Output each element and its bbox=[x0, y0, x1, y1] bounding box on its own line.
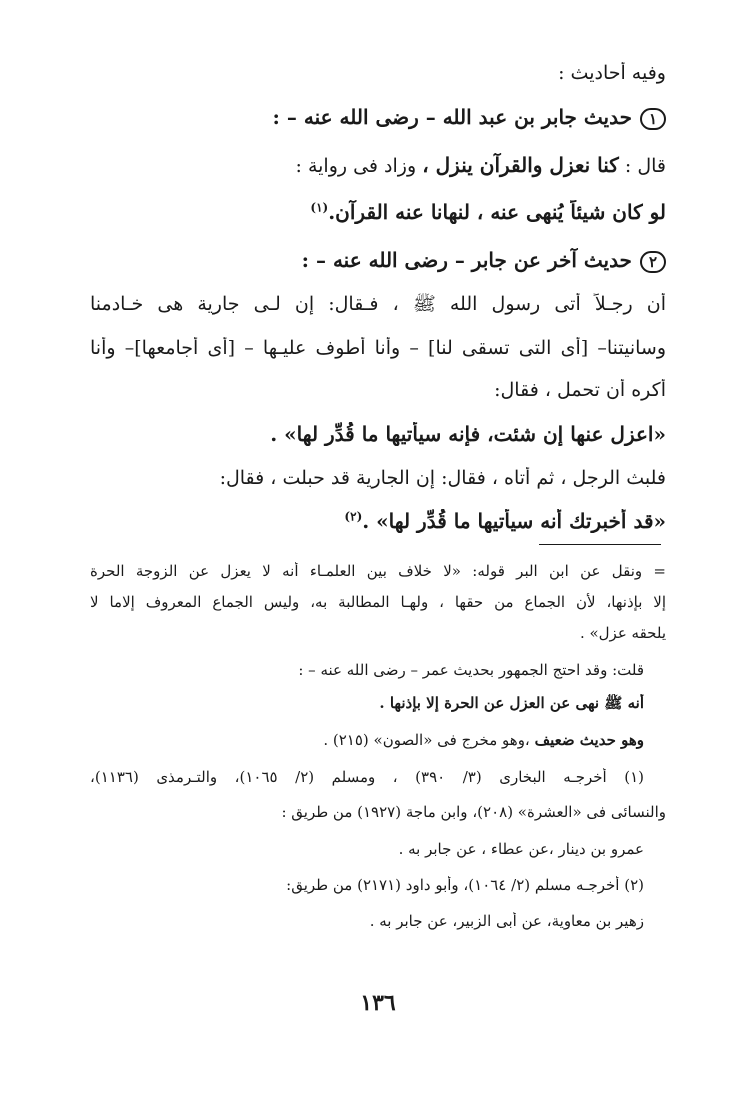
footnote-1-line2: والنسائى فى «العشرة» (٢٠٨)، وابن ماجة (١٩٢٧) من طريق : bbox=[281, 803, 666, 821]
hadith2-number-badge: ٢ bbox=[640, 251, 666, 273]
footnote-continued-1: = ونقل عن ابن البر قوله: «لا خلاف بين العلمـاء أنه لا يعزل عن الزوجة الحرة bbox=[90, 562, 666, 580]
footnote-ref-1: (١) bbox=[310, 200, 329, 215]
footnote-2-line1: (٢) أخرجـه مسلم (٢/ ١٠٦٤)، وأبو داود (٢١٧١) من طريق: bbox=[286, 876, 644, 894]
footnote-weak-bold: وهو حديث ضعيف bbox=[534, 731, 644, 749]
hadith1-line2 bbox=[90, 200, 666, 224]
hadith1-line1-bold: كنا نعزل والقرآن ينزل ، bbox=[422, 153, 619, 177]
hadith2-heading bbox=[90, 248, 666, 273]
hadith2-quote2-text: «قد أخبرتك أنه سيأتيها ما قُدِّر لها» . bbox=[362, 509, 666, 533]
hadith1-line2-text: لو كان شيئاً يُنهى عنه ، لنهانا عنه القرآن. bbox=[328, 200, 666, 224]
page-number: ١٣٦ bbox=[360, 990, 396, 1016]
hadith1-line1-prefix: قال : bbox=[624, 155, 666, 177]
hadith2-para-line3: أكره أن تحمل ، فقال: bbox=[494, 379, 666, 401]
hadith2-para-line2: وسانيتنا– [أى التى تسقى لنا] – وأنا أطوف عليـها – [أى أجامعها]– وأنا bbox=[90, 337, 666, 359]
footnote-ref-2: (٢) bbox=[344, 509, 363, 524]
footnote-continued-3: يلحقه عزل» . bbox=[579, 624, 666, 642]
hadith1-line1-suffix: وزاد فى رواية : bbox=[295, 155, 417, 177]
intro-line: وفيه أحاديث : bbox=[558, 62, 666, 84]
footnote-qult: قلت: وقد احتج الجمهور بحديث عمر – رضى الله عنه – : bbox=[298, 661, 644, 679]
footnote-1-line1: (١) أخرجـه البخارى (٣/ ٣٩٠) ، ومسلم (٢/ ١٠٦٥)، والتـرمذى (١١٣٦)، bbox=[90, 768, 644, 786]
footnote-bold-hadith: أنه ﷺ نهى عن العزل عن الحرة إلا بإذنها . bbox=[379, 694, 644, 712]
hadith2-quote1: «اعزل عنها إن شئت، فإنه سيأتيها ما قُدِّر لها» . bbox=[270, 422, 666, 446]
footnote-2-line2: زهير بن معاوية، عن أبى الزبير، عن جابر به . bbox=[369, 912, 644, 930]
footnote-separator bbox=[539, 544, 661, 545]
hadith2-para-line4: فلبث الرجل ، ثم أتاه ، فقال: إن الجارية قد حبلت ، فقال: bbox=[219, 467, 666, 489]
hadith1-heading bbox=[90, 105, 666, 130]
hadith2-para-line1: أن رجـلاً أتى رسول الله ﷺ ، فـقال: إن لـى جارية هى خـادمنا bbox=[90, 293, 666, 315]
hadith2-quote2 bbox=[90, 509, 666, 533]
hadith1-line1 bbox=[90, 153, 666, 178]
footnote-1-line3: عمرو بن دينار ،عن عطاء ، عن جابر به . bbox=[398, 840, 644, 858]
footnote-continued-2: إلا بإذنها، لأن الجماع من حقها ، ولهـا المطالبة به، وليس الجماع المعروف إلاما لا bbox=[90, 593, 666, 611]
hadith1-heading-text: حديث جابر بن عبد الله – رضى الله عنه – : bbox=[272, 105, 632, 129]
footnote-weak-line bbox=[90, 731, 644, 749]
hadith1-number-badge: ١ bbox=[640, 108, 666, 130]
footnote-weak-rest: ،وهو مخرج فى «الصون» (٢١٥) . bbox=[323, 731, 530, 749]
hadith2-heading-text: حديث آخر عن جابر – رضى الله عنه – : bbox=[301, 248, 632, 272]
